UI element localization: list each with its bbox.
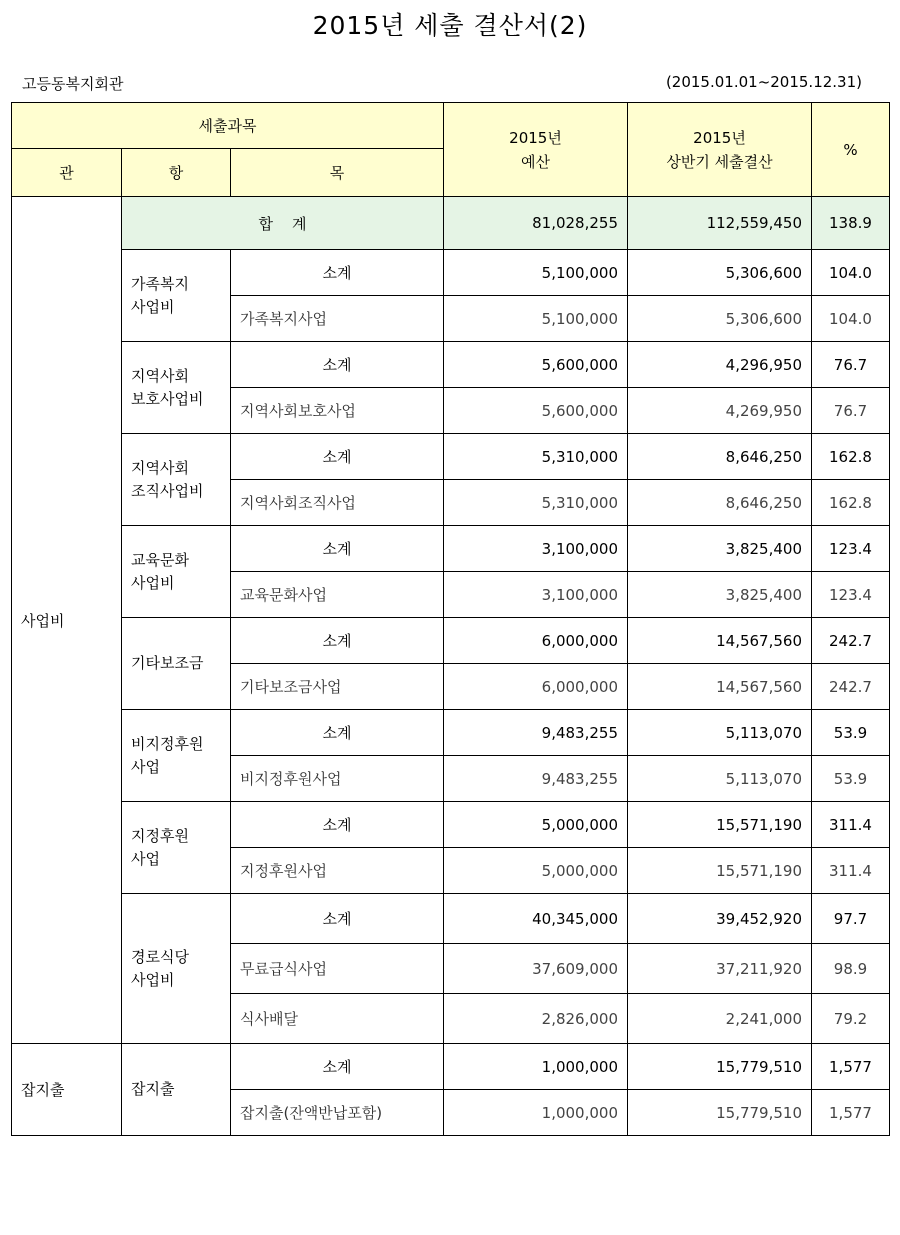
hang-cell: 잡지출 [122, 1044, 231, 1136]
subtotal-label: 소계 [231, 434, 444, 480]
budget-cell: 6,000,000 [444, 664, 628, 710]
settlement-cell: 15,571,190 [628, 848, 812, 894]
mok-cell: 지역사회보호사업 [231, 388, 444, 434]
subtotal-row [12, 434, 890, 480]
settlement-cell: 37,211,920 [628, 944, 812, 994]
subtotal-label: 소계 [231, 1044, 444, 1090]
total-budget: 81,028,255 [444, 197, 628, 250]
settlement-cell: 14,567,560 [628, 618, 812, 664]
budget-cell: 5,100,000 [444, 250, 628, 296]
subtotal-label: 소계 [231, 342, 444, 388]
pct-cell: 98.9 [812, 944, 890, 994]
settlement-cell: 4,296,950 [628, 342, 812, 388]
expenditure-table [11, 102, 890, 1136]
hang-cell: 비지정후원 사업 [122, 710, 231, 802]
settlement-cell: 3,825,400 [628, 572, 812, 618]
header-budget-label: 예산 [521, 152, 550, 171]
budget-cell: 1,000,000 [444, 1044, 628, 1090]
budget-cell: 1,000,000 [444, 1090, 628, 1136]
mok-cell: 무료급식사업 [231, 944, 444, 994]
subtotal-label: 소계 [231, 250, 444, 296]
pct-cell: 97.7 [812, 894, 890, 944]
pct-cell: 123.4 [812, 526, 890, 572]
budget-cell: 5,000,000 [444, 848, 628, 894]
budget-cell: 5,000,000 [444, 802, 628, 848]
budget-cell: 37,609,000 [444, 944, 628, 994]
settlement-cell: 39,452,920 [628, 894, 812, 944]
gwan-cell: 잡지출 [12, 1044, 122, 1136]
header-settlement [628, 103, 812, 197]
mok-cell: 비지정후원사업 [231, 756, 444, 802]
header-budget-year: 2015년 [509, 128, 562, 147]
settlement-cell: 3,825,400 [628, 526, 812, 572]
settlement-cell: 8,646,250 [628, 434, 812, 480]
pct-cell: 242.7 [812, 618, 890, 664]
hang-cell: 기타보조금 [122, 618, 231, 710]
budget-cell: 5,600,000 [444, 342, 628, 388]
mok-cell: 식사배달 [231, 994, 444, 1044]
budget-cell: 40,345,000 [444, 894, 628, 944]
header-budget [444, 103, 628, 197]
mok-cell: 지역사회조직사업 [231, 480, 444, 526]
pct-cell: 76.7 [812, 342, 890, 388]
hang-cell: 지정후원 사업 [122, 802, 231, 894]
page-title: 2015년 세출 결산서(2) [312, 11, 588, 40]
settlement-cell: 8,646,250 [628, 480, 812, 526]
budget-cell: 5,310,000 [444, 480, 628, 526]
total-row [12, 197, 890, 250]
subtotal-label: 소계 [231, 802, 444, 848]
settlement-cell: 14,567,560 [628, 664, 812, 710]
mok-cell: 가족복지사업 [231, 296, 444, 342]
header-pct: % [812, 103, 890, 197]
subtotal-label: 소계 [231, 526, 444, 572]
mok-cell: 지정후원사업 [231, 848, 444, 894]
hang-cell: 지역사회 조직사업비 [122, 434, 231, 526]
budget-cell: 5,100,000 [444, 296, 628, 342]
header-gwan: 관 [12, 149, 122, 197]
header-settlement-label: 상반기 세출결산 [666, 152, 773, 171]
mok-cell: 잡지출(잔액반납포함) [231, 1090, 444, 1136]
budget-cell: 5,310,000 [444, 434, 628, 480]
subtotal-row [12, 618, 890, 664]
header-settlement-year: 2015년 [693, 128, 746, 147]
gwan-cell: 사업비 [12, 197, 122, 1044]
mok-cell: 교육문화사업 [231, 572, 444, 618]
settlement-cell: 2,241,000 [628, 994, 812, 1044]
settlement-cell: 5,113,070 [628, 710, 812, 756]
settlement-cell: 15,779,510 [628, 1090, 812, 1136]
pct-cell: 123.4 [812, 572, 890, 618]
subtotal-row [12, 894, 890, 944]
subtotal-label: 소계 [231, 894, 444, 944]
pct-cell: 311.4 [812, 848, 890, 894]
organization-name: 고등동복지회관 [22, 75, 124, 93]
budget-cell: 9,483,255 [444, 756, 628, 802]
hang-cell: 지역사회 보호사업비 [122, 342, 231, 434]
header-account: 세출과목 [12, 103, 444, 149]
pct-cell: 53.9 [812, 710, 890, 756]
subtotal-row [12, 710, 890, 756]
settlement-cell: 5,306,600 [628, 250, 812, 296]
pct-cell: 79.2 [812, 994, 890, 1044]
settlement-cell: 5,306,600 [628, 296, 812, 342]
settlement-cell: 4,269,950 [628, 388, 812, 434]
budget-cell: 6,000,000 [444, 618, 628, 664]
subtotal-label: 소계 [231, 618, 444, 664]
hang-cell: 경로식당 사업비 [122, 894, 231, 1044]
pct-cell: 1,577 [812, 1044, 890, 1090]
settlement-cell: 15,571,190 [628, 802, 812, 848]
total-label: 합 계 [122, 197, 444, 250]
pct-cell: 104.0 [812, 250, 890, 296]
pct-cell: 311.4 [812, 802, 890, 848]
subtotal-row [12, 1044, 890, 1090]
budget-cell: 9,483,255 [444, 710, 628, 756]
total-settlement: 112,559,450 [628, 197, 812, 250]
mok-cell: 기타보조금사업 [231, 664, 444, 710]
pct-cell: 242.7 [812, 664, 890, 710]
total-pct: 138.9 [812, 197, 890, 250]
settlement-cell: 5,113,070 [628, 756, 812, 802]
settlement-cell: 15,779,510 [628, 1044, 812, 1090]
pct-cell: 162.8 [812, 434, 890, 480]
pct-cell: 1,577 [812, 1090, 890, 1136]
subtotal-row [12, 342, 890, 388]
fiscal-period: (2015.01.01~2015.12.31) [665, 73, 862, 91]
hang-cell: 교육문화 사업비 [122, 526, 231, 618]
pct-cell: 162.8 [812, 480, 890, 526]
subtotal-row [12, 250, 890, 296]
subtotal-row [12, 802, 890, 848]
hang-cell: 가족복지 사업비 [122, 250, 231, 342]
budget-cell: 3,100,000 [444, 572, 628, 618]
header-hang: 항 [122, 149, 231, 197]
pct-cell: 53.9 [812, 756, 890, 802]
header-mok: 목 [231, 149, 444, 197]
budget-cell: 2,826,000 [444, 994, 628, 1044]
subtotal-label: 소계 [231, 710, 444, 756]
pct-cell: 76.7 [812, 388, 890, 434]
subtotal-row [12, 526, 890, 572]
budget-cell: 5,600,000 [444, 388, 628, 434]
pct-cell: 104.0 [812, 296, 890, 342]
budget-cell: 3,100,000 [444, 526, 628, 572]
